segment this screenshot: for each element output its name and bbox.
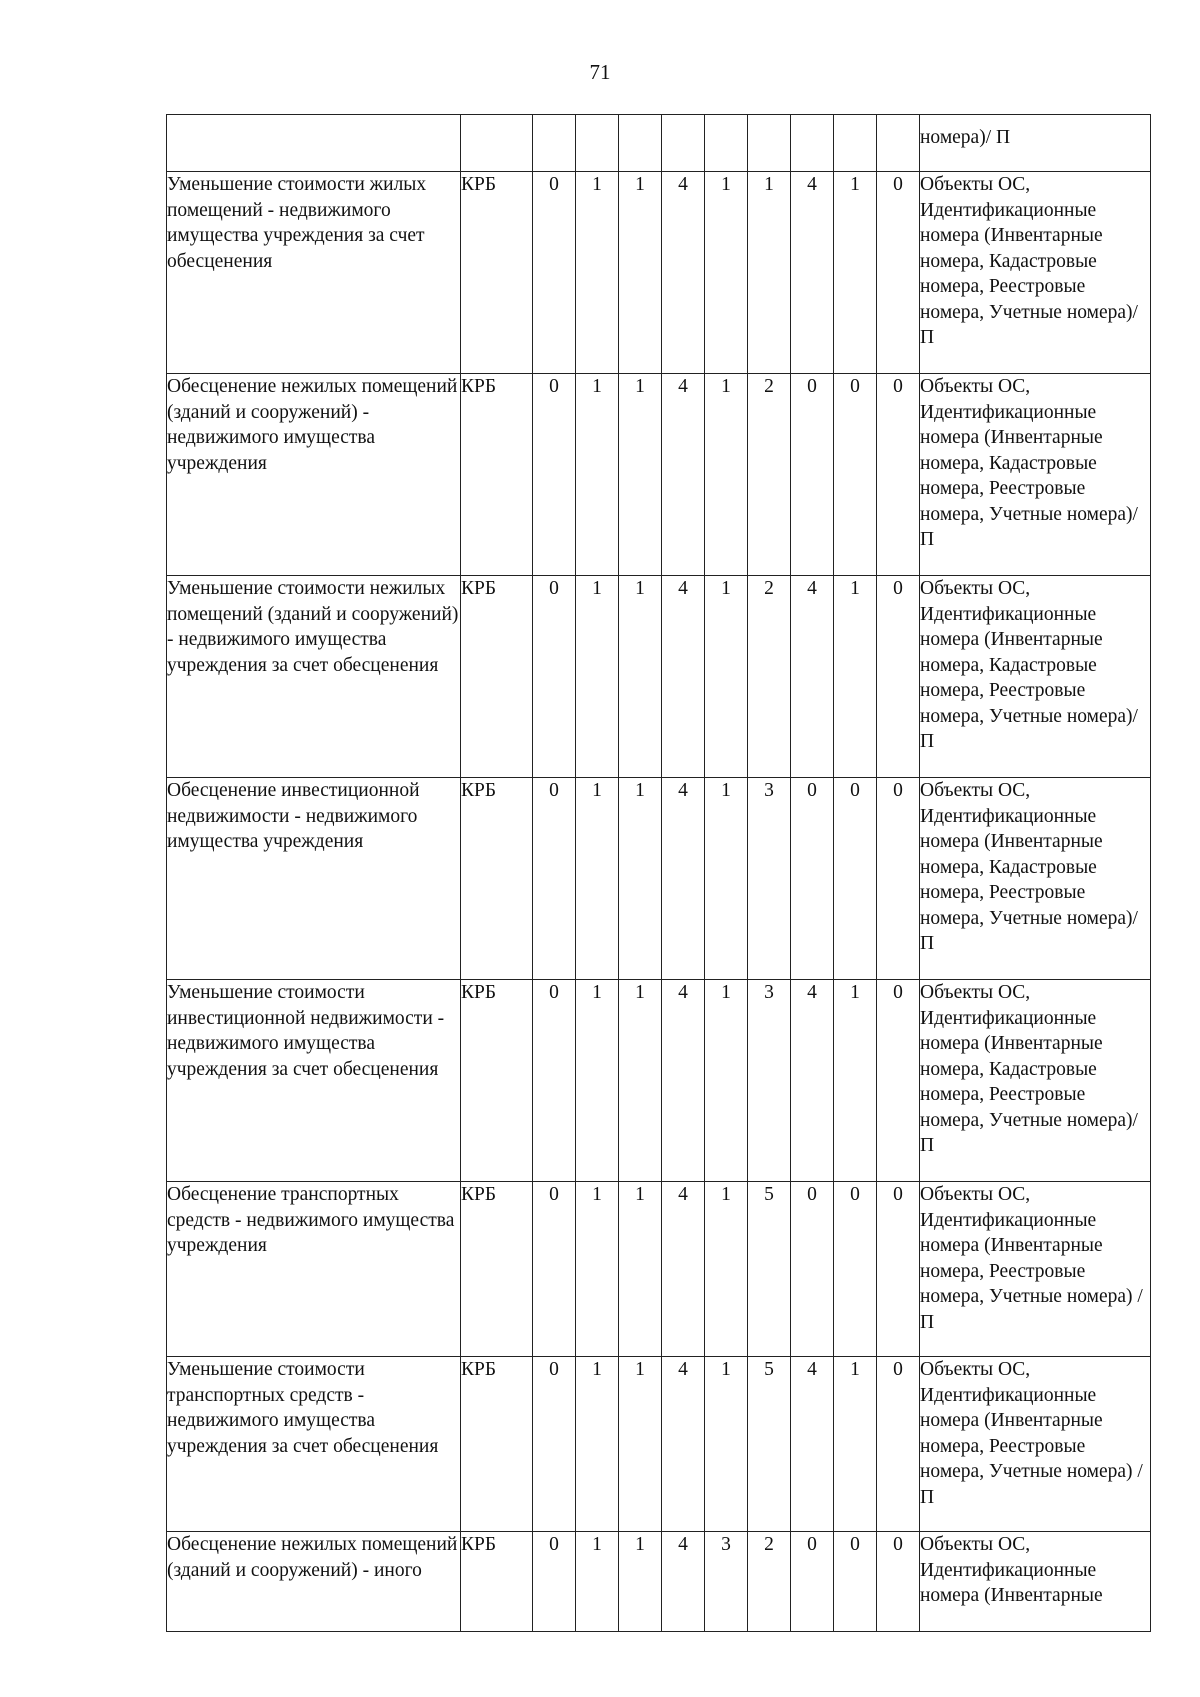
account-digit: 4 <box>662 172 705 374</box>
account-digit: 4 <box>662 1357 705 1532</box>
account-code-prefix: КРБ <box>461 980 533 1182</box>
account-digit: 3 <box>748 980 791 1182</box>
account-digit: 1 <box>619 374 662 576</box>
account-digit: 0 <box>533 778 576 980</box>
account-digit: 3 <box>748 778 791 980</box>
account-digit: 0 <box>791 374 834 576</box>
account-digit: 0 <box>834 374 877 576</box>
account-digit: 1 <box>834 980 877 1182</box>
table-row <box>167 1357 1151 1532</box>
accounts-table <box>166 114 1151 1632</box>
account-digit: 1 <box>576 1532 619 1632</box>
account-digit: 1 <box>834 576 877 778</box>
account-digit: 0 <box>877 172 920 374</box>
account-digit: 0 <box>533 172 576 374</box>
account-digit: 1 <box>834 172 877 374</box>
account-digit: 4 <box>662 980 705 1182</box>
account-digit: 4 <box>662 576 705 778</box>
account-code-prefix: КРБ <box>461 172 533 374</box>
account-digit: 0 <box>877 1532 920 1632</box>
table-row <box>167 374 1151 576</box>
account-digit: 1 <box>705 1182 748 1357</box>
account-digit: 1 <box>576 1357 619 1532</box>
account-digit: 0 <box>791 1532 834 1632</box>
account-digit: 1 <box>619 980 662 1182</box>
account-digit: 0 <box>834 778 877 980</box>
account-digit: 1 <box>576 576 619 778</box>
analytics-attributes: Объекты ОС, Идентификационные номера (Инвентарные номера, Кадастровые номера, Реестровые номера, Учетные номера)/ П <box>920 576 1151 778</box>
account-digit: 0 <box>533 374 576 576</box>
attributes-cell: номера)/ П <box>920 115 1151 172</box>
digit-cell <box>619 115 662 172</box>
account-name: Обесценение нежилых помещений (зданий и сооружений) - иного <box>167 1532 461 1632</box>
account-name: Уменьшение стоимости инвестиционной недвижимости - недвижимого имущества учреждения за счет обесценения <box>167 980 461 1182</box>
account-name: Обесценение инвестиционной недвижимости - недвижимого имущества учреждения <box>167 778 461 980</box>
account-digit: 5 <box>748 1182 791 1357</box>
account-code-prefix: КРБ <box>461 1357 533 1532</box>
account-digit: 1 <box>705 576 748 778</box>
table-row <box>167 576 1151 778</box>
analytics-attributes: Объекты ОС, Идентификационные номера (Инвентарные номера, Реестровые номера, Учетные номера) / П <box>920 1182 1151 1357</box>
account-digit: 0 <box>877 980 920 1182</box>
account-digit: 1 <box>619 1532 662 1632</box>
account-digit: 1 <box>705 172 748 374</box>
account-digit: 0 <box>533 980 576 1182</box>
account-digit: 1 <box>619 778 662 980</box>
analytics-attributes: Объекты ОС, Идентификационные номера (Инвентарные <box>920 1532 1151 1632</box>
analytics-attributes: Объекты ОС, Идентификационные номера (Инвентарные номера, Кадастровые номера, Реестровые номера, Учетные номера)/ П <box>920 778 1151 980</box>
account-digit: 1 <box>619 1182 662 1357</box>
account-name: Обесценение транспортных средств - недвижимого имущества учреждения <box>167 1182 461 1357</box>
account-digit: 1 <box>834 1357 877 1532</box>
digit-cell <box>533 115 576 172</box>
account-digit: 2 <box>748 1532 791 1632</box>
account-digit: 4 <box>791 172 834 374</box>
account-digit: 1 <box>748 172 791 374</box>
account-digit: 1 <box>705 374 748 576</box>
digit-cell <box>705 115 748 172</box>
account-digit: 4 <box>791 980 834 1182</box>
digit-cell <box>834 115 877 172</box>
account-code-prefix: КРБ <box>461 1532 533 1632</box>
account-code-prefix: КРБ <box>461 576 533 778</box>
account-digit: 1 <box>576 980 619 1182</box>
account-digit: 4 <box>662 1182 705 1357</box>
digit-cell <box>662 115 705 172</box>
account-digit: 0 <box>791 778 834 980</box>
account-digit: 3 <box>705 1532 748 1632</box>
analytics-attributes: Объекты ОС, Идентификационные номера (Инвентарные номера, Кадастровые номера, Реестровые номера, Учетные номера)/ П <box>920 172 1151 374</box>
account-digit: 1 <box>705 1357 748 1532</box>
account-digit: 0 <box>533 1532 576 1632</box>
table-row <box>167 1532 1151 1632</box>
account-code-prefix: КРБ <box>461 1182 533 1357</box>
analytics-attributes: Объекты ОС, Идентификационные номера (Инвентарные номера, Реестровые номера, Учетные номера) / П <box>920 1357 1151 1532</box>
table-row <box>167 778 1151 980</box>
continuation-row <box>167 115 1151 172</box>
account-digit: 4 <box>791 576 834 778</box>
digit-cell <box>748 115 791 172</box>
digit-cell <box>576 115 619 172</box>
name-cell <box>167 115 461 172</box>
account-digit: 1 <box>576 1182 619 1357</box>
page-number: 71 <box>589 60 611 84</box>
account-digit: 1 <box>619 1357 662 1532</box>
account-digit: 0 <box>533 1357 576 1532</box>
account-digit: 1 <box>619 172 662 374</box>
account-digit: 0 <box>877 576 920 778</box>
account-digit: 0 <box>877 374 920 576</box>
account-name: Обесценение нежилых помещений (зданий и сооружений) - недвижимого имущества учреждения <box>167 374 461 576</box>
account-digit: 0 <box>877 1182 920 1357</box>
account-digit: 1 <box>576 172 619 374</box>
account-digit: 2 <box>748 374 791 576</box>
table-row <box>167 1182 1151 1357</box>
account-name: Уменьшение стоимости транспортных средств - недвижимого имущества учреждения за счет обесценения <box>167 1357 461 1532</box>
account-code-prefix: КРБ <box>461 374 533 576</box>
account-digit: 1 <box>619 576 662 778</box>
code-cell <box>461 115 533 172</box>
account-digit: 0 <box>834 1182 877 1357</box>
account-digit: 0 <box>877 1357 920 1532</box>
digit-cell <box>877 115 920 172</box>
account-digit: 0 <box>533 576 576 778</box>
account-name: Уменьшение стоимости жилых помещений - недвижимого имущества учреждения за счет обесценения <box>167 172 461 374</box>
account-digit: 4 <box>662 778 705 980</box>
account-name: Уменьшение стоимости нежилых помещений (зданий и сооружений) - недвижимого имущества учреждения за счет обесценения <box>167 576 461 778</box>
account-digit: 1 <box>576 374 619 576</box>
account-code-prefix: КРБ <box>461 778 533 980</box>
account-digit: 0 <box>877 778 920 980</box>
account-digit: 0 <box>834 1532 877 1632</box>
account-digit: 0 <box>791 1182 834 1357</box>
analytics-attributes: Объекты ОС, Идентификационные номера (Инвентарные номера, Кадастровые номера, Реестровые номера, Учетные номера)/ П <box>920 374 1151 576</box>
account-digit: 5 <box>748 1357 791 1532</box>
table-row <box>167 980 1151 1182</box>
account-digit: 1 <box>705 778 748 980</box>
account-digit: 0 <box>533 1182 576 1357</box>
account-digit: 4 <box>662 1532 705 1632</box>
account-digit: 2 <box>748 576 791 778</box>
analytics-attributes: Объекты ОС, Идентификационные номера (Инвентарные номера, Кадастровые номера, Реестровые номера, Учетные номера)/ П <box>920 980 1151 1182</box>
table-row <box>167 172 1151 374</box>
account-digit: 1 <box>576 778 619 980</box>
digit-cell <box>791 115 834 172</box>
account-digit: 1 <box>705 980 748 1182</box>
account-digit: 4 <box>662 374 705 576</box>
account-digit: 4 <box>791 1357 834 1532</box>
